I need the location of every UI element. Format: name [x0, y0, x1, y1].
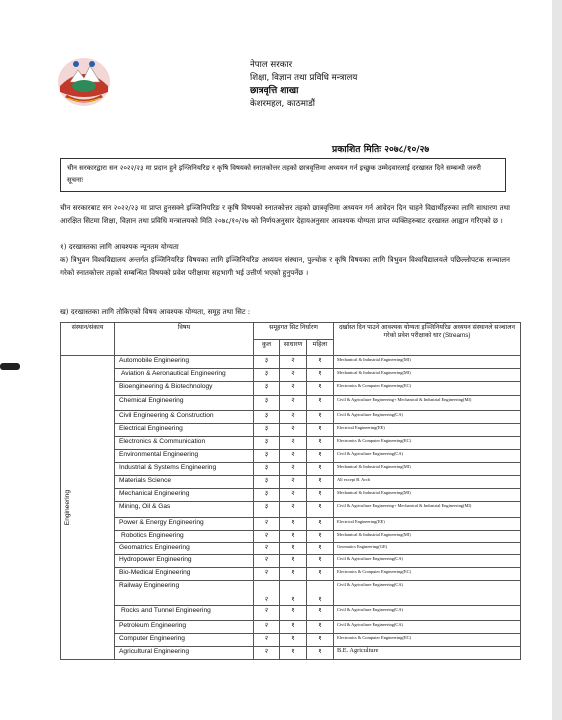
stream-cell: Civil & Agriculture Engineering+ Mechanical & Industrial Engineering(MI) [334, 396, 521, 411]
general-cell: १ [280, 518, 307, 531]
women-cell: १ [307, 424, 334, 437]
stream-cell: Mechanical & Industrial Engineering(MI) [334, 489, 521, 502]
women-cell: १ [307, 411, 334, 424]
table-row [61, 568, 521, 581]
subject-cell: Industrial & Systems Engineering [115, 463, 254, 476]
subject-cell: Chemical Engineering [115, 396, 254, 411]
general-cell: २ [280, 411, 307, 424]
total-cell: ३ [254, 476, 280, 489]
total-cell: २ [254, 634, 280, 647]
women-cell: १ [307, 606, 334, 621]
page-edge [552, 0, 562, 720]
header-address: केशरमहल, काठमाडौं [250, 99, 315, 109]
subject-cell: Civil Engineering & Construction [115, 411, 254, 424]
women-cell: १ [307, 502, 334, 518]
women-cell: १ [307, 647, 334, 660]
table-row [61, 647, 521, 660]
general-cell: २ [280, 502, 307, 518]
table-row [61, 369, 521, 382]
general-cell: १ [280, 555, 307, 568]
total-cell: २ [254, 518, 280, 531]
general-cell: १ [280, 543, 307, 555]
women-cell: १ [307, 450, 334, 463]
subject-cell: Robotics Engineering [115, 531, 254, 543]
subject-cell: Aviation & Aeronautical Engineering [115, 369, 254, 382]
table-row [61, 555, 521, 568]
general-cell: १ [280, 634, 307, 647]
table-row [61, 463, 521, 476]
general-cell: २ [280, 437, 307, 450]
general-cell: २ [280, 476, 307, 489]
women-cell: १ [307, 396, 334, 411]
table-body [61, 356, 521, 660]
table-row [61, 437, 521, 450]
general-cell: २ [280, 356, 307, 369]
total-cell: ३ [254, 411, 280, 424]
total-cell: २ [254, 568, 280, 581]
subject-cell: Materials Science [115, 476, 254, 489]
subject-cell: Power & Energy Engineering [115, 518, 254, 531]
col-header-seats: समूहगत सिट निर्धारण [254, 323, 334, 340]
general-cell: २ [280, 369, 307, 382]
notice-title: चीन सरकारद्वारा सन २०२२/२३ मा प्रदान हुने इन्जिनियरिङ र कृषि विषयको स्नातकोत्तर तहको छात्रवृत्तिमा अध्ययन गर्न इच्छुक उम्मेदवारलाई दरखास्त दिने सम्बन्धी जरुरी सूचनाः [67, 164, 481, 184]
col-header-institute: संस्थान/संकाय [61, 323, 115, 356]
women-cell: १ [307, 489, 334, 502]
subject-cell: Petroleum Engineering [115, 621, 254, 634]
table-row [61, 424, 521, 437]
women-cell: १ [307, 568, 334, 581]
stream-cell: Mechanical & Industrial Engineering(MI) [334, 369, 521, 382]
table-row [61, 450, 521, 463]
women-cell: १ [307, 476, 334, 489]
total-cell: ३ [254, 450, 280, 463]
subject-cell: Electronics & Communication [115, 437, 254, 450]
subject-cell: Environmental Engineering [115, 450, 254, 463]
col-header-subject: विषय [115, 323, 254, 356]
subject-cell: Bioengineering & Biotechnology [115, 382, 254, 396]
women-cell: १ [307, 531, 334, 543]
stream-cell: Civil & Agriculture Engineering(CA) [334, 450, 521, 463]
stream-cell: Civil & Agriculture Engineering+ Mechanical & Industrial Engineering(MI) [334, 502, 521, 518]
table-row [61, 518, 521, 531]
total-cell: ३ [254, 356, 280, 369]
total-cell: २ [254, 531, 280, 543]
table-row [61, 621, 521, 634]
general-cell: १ [280, 606, 307, 621]
table-row [61, 396, 521, 411]
table-header-row [61, 323, 521, 340]
stream-cell: Civil & Agriculture Engineering(CA) [334, 581, 521, 606]
stream-cell: Civil & Agriculture Engineering(CA) [334, 606, 521, 621]
stream-cell: Civil & Agriculture Engineering(CA) [334, 555, 521, 568]
total-cell: ३ [254, 369, 280, 382]
total-cell: २ [254, 647, 280, 660]
faculty-cell [61, 356, 115, 660]
table-row [61, 606, 521, 621]
general-cell: २ [280, 382, 307, 396]
total-cell: ३ [254, 502, 280, 518]
requirement-heading: १) दरखास्तका लागि आवश्यक न्यूनतम योग्यता [60, 242, 179, 251]
stream-cell: Mechanical & Industrial Engineering(MI) [334, 463, 521, 476]
general-cell: १ [280, 621, 307, 634]
general-cell: २ [280, 424, 307, 437]
general-cell: १ [280, 568, 307, 581]
stream-cell: Mechanical & Industrial Engineering(MI) [334, 356, 521, 369]
subject-cell: Hydropower Engineering [115, 555, 254, 568]
total-cell: ३ [254, 489, 280, 502]
header-ministry: शिक्षा, विज्ञान तथा प्रविधि मन्त्रालय [250, 73, 358, 83]
subject-cell: Mechanical Engineering [115, 489, 254, 502]
requirement-a: क) त्रिभुवन विश्वविद्यालय अन्तर्गत इञ्जिनियरिङ विषयका लागि इञ्जिनियरिङ अध्ययन संस्थान, पुल्चोक र कृषि विषयका लागि त्रिभुवन विश्वविद्यालयले पछिल्लोपटक सञ्चालन गरेको स्नातकोत्तर तहको सम्बन्धित विषयको प्रवेश परीक्षामा सहभागी भई उत्तीर्ण भएको हुनुपर्नेछ । [60, 255, 510, 277]
header-section: छात्रवृत्ति शाखा [250, 86, 299, 96]
table-row [61, 581, 521, 606]
subject-cell: Mining, Oil & Gas [115, 502, 254, 518]
stream-cell: Civil & Agriculture Engineering(CA) [334, 411, 521, 424]
table-row [61, 502, 521, 518]
total-cell: ३ [254, 437, 280, 450]
general-cell: १ [280, 647, 307, 660]
women-cell: १ [307, 543, 334, 555]
women-cell: १ [307, 463, 334, 476]
total-cell: २ [254, 581, 280, 606]
table-row [61, 476, 521, 489]
stream-cell: Mechanical & Industrial Engineering(MI) [334, 531, 521, 543]
notice-title-box [60, 158, 506, 192]
subject-cell: Computer Engineering [115, 634, 254, 647]
subject-cell: Automobile Engineering [115, 356, 254, 369]
body-paragraph: चीन सरकारबाट सन २०२२/२३ मा प्राप्त हुनसक्ने इञ्जिनियरिङ र कृषि विषयको स्नातकोत्तर तहको छात्रवृत्तिमा अध्ययन गर्न आवेदन दिन चाहने विद्यार्थीहरुका लागि साधारण तथा आरक्षित सिटमा शिक्षा, विज्ञान तथा प्रविधि मन्त्रालयको मिति २०७८/१०/२७ को निर्णयअनुसार देहायअनुसार आवश्यक योग्यता प्राप्त व्यक्तिहरुबाट दरखास्त आह्वान गरिएको छ । [60, 203, 510, 225]
subject-cell: Railway Engineering [115, 581, 254, 606]
table-row [61, 382, 521, 396]
women-cell: १ [307, 356, 334, 369]
nepal-emblem-icon [54, 52, 114, 110]
table-row [61, 356, 521, 369]
total-cell: ३ [254, 382, 280, 396]
stream-cell: Electronics & Computer Engineering(EC) [334, 568, 521, 581]
total-cell: २ [254, 555, 280, 568]
col-header-stream: दर्खास्त दिन पाउने आवश्यक योग्यता इञ्जिनियरिङ अध्ययन संस्थानले सञ्चालन गरेको प्रवेश परीक्षाको धार (Streams) [334, 323, 521, 356]
general-cell: २ [280, 396, 307, 411]
stream-cell: Civil & Agriculture Engineering(CA) [334, 621, 521, 634]
subject-cell: Geomatrics Engineering [115, 543, 254, 555]
col-header-general: साधारण [280, 339, 307, 356]
table-row [61, 411, 521, 424]
general-cell: १ [280, 581, 307, 606]
women-cell: १ [307, 518, 334, 531]
subject-cell: Bio-Medical Engineering [115, 568, 254, 581]
published-date: प्रकाशित मितिः २०७८/१०/२७ [332, 144, 430, 155]
general-cell: २ [280, 463, 307, 476]
faculty-label: Engineering [64, 489, 71, 526]
total-cell: ३ [254, 463, 280, 476]
col-header-total: कुल [254, 339, 280, 356]
total-cell: ३ [254, 424, 280, 437]
women-cell: १ [307, 621, 334, 634]
general-cell: २ [280, 489, 307, 502]
total-cell: २ [254, 543, 280, 555]
subject-cell: Electrical Engineering [115, 424, 254, 437]
women-cell: १ [307, 437, 334, 450]
women-cell: १ [307, 634, 334, 647]
stream-cell: Electronics & Computer Engineering(EC) [334, 634, 521, 647]
total-cell: २ [254, 606, 280, 621]
stream-cell: Electrical Engineering(EE) [334, 424, 521, 437]
stream-cell: Electronics & Computer Engineering(EC) [334, 437, 521, 450]
women-cell: १ [307, 555, 334, 568]
subject-cell: Rocks and Tunnel Engineering [115, 606, 254, 621]
total-cell: ३ [254, 396, 280, 411]
table-row [61, 634, 521, 647]
stream-cell: Geomatics Engineering(GE) [334, 543, 521, 555]
table-row [61, 531, 521, 543]
table-row [61, 489, 521, 502]
col-header-women: महिला [307, 339, 334, 356]
stream-cell: Electrical Engineering(EE) [334, 518, 521, 531]
stream-cell: B.E. Agriculture [334, 647, 521, 660]
requirement-b: ख) दरखास्तका लागि तोकिएको विषय आवश्यक योग्यता, समूह तथा सिट : [60, 307, 251, 316]
general-cell: २ [280, 450, 307, 463]
scholarship-table [60, 322, 521, 660]
stream-cell: Electronics & Computer Engineering(EC) [334, 382, 521, 396]
women-cell: १ [307, 382, 334, 396]
women-cell: १ [307, 581, 334, 606]
general-cell: १ [280, 531, 307, 543]
subject-cell: Agricultural Engineering [115, 647, 254, 660]
header-government: नेपाल सरकार [250, 60, 293, 70]
women-cell: १ [307, 369, 334, 382]
total-cell: २ [254, 621, 280, 634]
table-row [61, 543, 521, 555]
margin-mark [0, 363, 20, 370]
stream-cell: All except B. Arch [334, 476, 521, 489]
